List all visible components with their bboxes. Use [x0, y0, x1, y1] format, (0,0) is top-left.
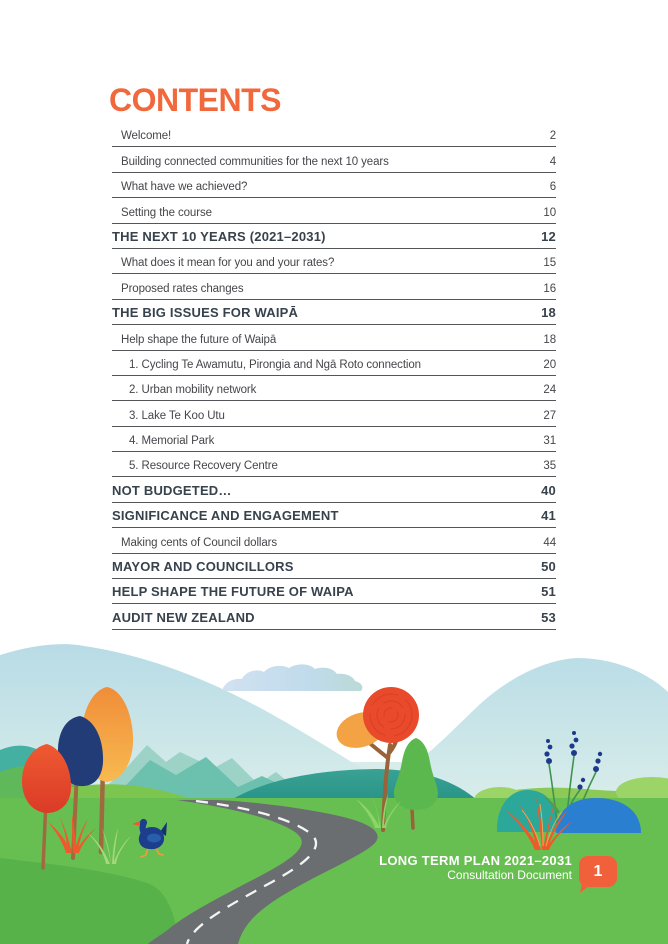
toc-entry-label: NOT BUDGETED…	[112, 482, 232, 498]
toc-entry[interactable]	[112, 198, 556, 223]
green-tree	[394, 738, 438, 810]
toc-entry-label: Welcome!	[121, 130, 172, 143]
toc-entry[interactable]	[112, 401, 556, 426]
toc-entry-page: 15	[543, 257, 556, 270]
toc-entry-label: 2. Urban mobility network	[129, 384, 257, 397]
toc-entry-page: 18	[541, 305, 556, 321]
toc-entry[interactable]	[112, 503, 556, 528]
toc-entry-label: MAYOR AND COUNCILLORS	[112, 559, 294, 575]
toc-entry[interactable]	[112, 122, 556, 147]
toc-entry[interactable]	[112, 528, 556, 553]
toc-entry-label: What have we achieved?	[121, 181, 248, 194]
cloud-icon	[222, 664, 362, 691]
toc-entry[interactable]	[112, 604, 556, 629]
toc-entry-label: THE NEXT 10 YEARS (2021–2031)	[112, 228, 326, 244]
toc-entry-page: 41	[541, 508, 556, 524]
page-number: 1	[593, 863, 603, 880]
table-of-contents	[112, 122, 556, 630]
toc-entry[interactable]	[112, 427, 556, 452]
toc-entry[interactable]	[112, 325, 556, 350]
toc-entry-label: THE BIG ISSUES FOR WAIPĀ	[112, 305, 299, 321]
toc-entry-page: 10	[543, 206, 556, 219]
toc-entry-page: 31	[543, 435, 556, 448]
toc-entry-label: Making cents of Council dollars	[121, 536, 278, 549]
toc-entry[interactable]	[112, 477, 556, 502]
toc-entry-page: 53	[541, 609, 556, 625]
toc-entry-label: Help shape the future of Waipā	[121, 333, 277, 346]
toc-entry[interactable]	[112, 173, 556, 198]
toc-entry[interactable]	[112, 351, 556, 376]
toc-entry[interactable]	[112, 554, 556, 579]
toc-entry-page: 20	[543, 358, 556, 371]
footer	[379, 853, 572, 883]
toc-entry-label: 1. Cycling Te Awamutu, Pirongia and Ngā Roto connection	[129, 358, 421, 371]
toc-entry-page: 4	[549, 155, 556, 168]
hill-right	[412, 658, 668, 800]
toc-entry-label: SIGNIFICANCE AND ENGAGEMENT	[112, 508, 339, 524]
toc-entry[interactable]	[112, 224, 556, 249]
toc-entry-label: What does it mean for you and your rates?	[121, 257, 335, 270]
toc-entry-page: 6	[549, 181, 556, 194]
toc-entry-label: AUDIT NEW ZEALAND	[112, 609, 255, 625]
toc-entry-label: 3. Lake Te Koo Utu	[129, 409, 225, 422]
toc-entry-page: 44	[543, 536, 556, 549]
toc-entry-label: HELP SHAPE THE FUTURE OF WAIPA	[112, 584, 354, 600]
red-fingerprint-tree	[363, 687, 419, 743]
toc-entry-page: 18	[543, 333, 556, 346]
toc-entry-page: 50	[541, 559, 556, 575]
toc-entry-label: 5. Resource Recovery Centre	[129, 460, 278, 473]
toc-entry-page: 16	[543, 282, 556, 295]
toc-entry-page: 51	[541, 584, 556, 600]
toc-entry-page: 27	[543, 409, 556, 422]
toc-entry[interactable]	[112, 274, 556, 299]
footer-doc-subtitle: Consultation Document	[447, 868, 572, 883]
toc-entry[interactable]	[112, 300, 556, 325]
toc-entry-label: Building connected communities for the next 10 years	[121, 155, 389, 168]
toc-entry-label: Setting the course	[121, 206, 212, 219]
toc-entry-page: 12	[541, 228, 556, 244]
toc-entry-page: 40	[541, 482, 556, 498]
toc-entry-label: 4. Memorial Park	[129, 435, 215, 448]
landscape-illustration	[0, 630, 668, 944]
toc-entry[interactable]	[112, 452, 556, 477]
toc-entry-page: 2	[549, 130, 556, 143]
toc-entry[interactable]	[112, 249, 556, 274]
page-number-badge	[579, 856, 617, 887]
toc-entry[interactable]	[112, 579, 556, 604]
toc-entry-page: 24	[543, 384, 556, 397]
footer-plan-title: LONG TERM PLAN 2021–2031	[379, 853, 572, 868]
toc-entry[interactable]	[112, 376, 556, 401]
toc-entry[interactable]	[112, 147, 556, 172]
page-title: CONTENTS	[109, 82, 281, 118]
toc-entry-label: Proposed rates changes	[121, 282, 244, 295]
toc-entry-page: 35	[543, 460, 556, 473]
